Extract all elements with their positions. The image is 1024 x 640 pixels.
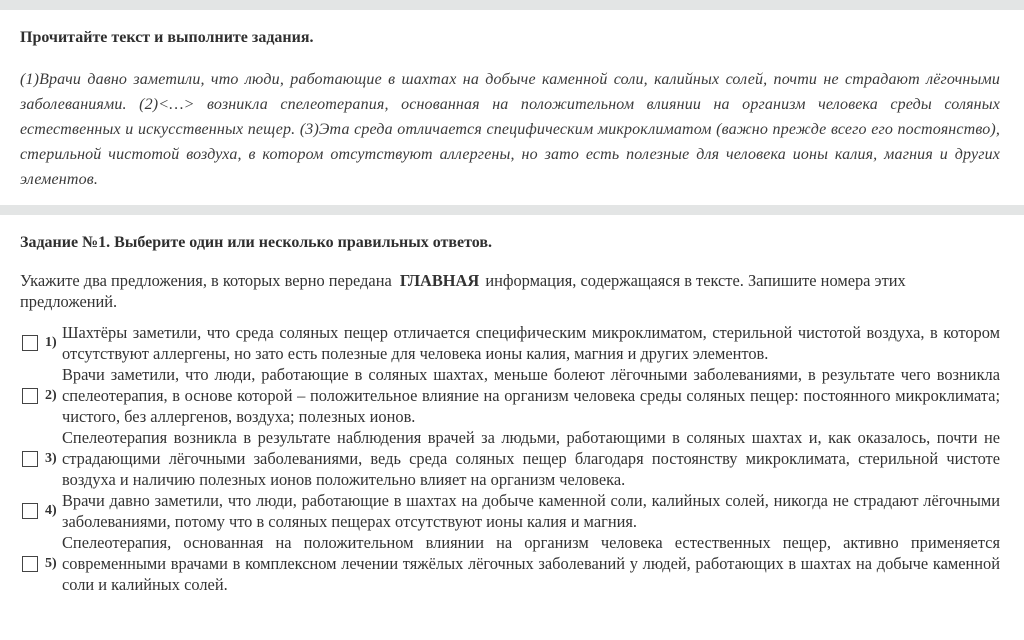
reading-section (20, 28, 1000, 192)
option-3-text: Спелеотерапия возникла в результате наблюдения врачей за людьми, работающими в соляных шахтах и, как оказалось, почти не страдающими лёгочными заболеваниями, ведь среда соляных пещер благодаря постоянству микроклимата, стерильной чистоте воздуха и наличию полезных ионов положительно влияет на организм человека. (62, 428, 1000, 489)
option-2-text: Врачи заметили, что люди, работающие в соляных шахтах, меньше болеют лёгочными заболеваниями, в результате чего возникла спелеотерапия, в основе которой – положительное влияние на организм человека среды соляных пещер: постоянного микроклимата; чистого, без аллергенов, воздуха; полезных ионов. (62, 365, 1000, 426)
option-4-number: 4) (45, 503, 57, 518)
option-5-text: Спелеотерапия, основанная на положительном влиянии на организм человека естественных пещер, активно применяется современными врачами в комплексном лечении тяжёлых лёгочных заболеваний у людей, работающих в шахтах на добыче каменной соли и калийных солей. (62, 533, 1000, 594)
answer-option-2[interactable] (20, 364, 1000, 427)
reading-heading: Прочитайте текст и выполните задания. (20, 29, 314, 46)
answer-option-3[interactable] (20, 427, 1000, 490)
task-heading: Задание №1. Выберите один или несколько правильных ответов. (20, 234, 493, 251)
section-divider-band (0, 205, 1024, 215)
answer-options (20, 322, 1000, 595)
option-4-checkbox[interactable] (22, 503, 38, 519)
answer-option-1[interactable] (20, 322, 1000, 364)
option-4-text: Врачи давно заметили, что люди, работающие в шахтах на добыче каменной соли, калийных солей, никогда не страдают лёгочными заболеваниями, потому что в соляных пещерах отсутствуют ионы калия и магния. (62, 491, 1000, 531)
option-3-checkbox[interactable] (22, 451, 38, 467)
option-3-number: 3) (45, 450, 57, 466)
top-divider-band (0, 0, 1024, 10)
option-1-checkbox[interactable] (22, 335, 38, 351)
option-2-checkbox[interactable] (22, 388, 38, 404)
answer-option-4[interactable] (20, 490, 1000, 532)
question-emphasis: ГЛАВНАЯ (399, 271, 480, 290)
option-5-checkbox[interactable] (22, 556, 38, 572)
option-2-number: 2) (45, 387, 57, 403)
question-text-before: Укажите два предложения, в которых верно передана (20, 271, 392, 290)
option-1-number: 1) (45, 335, 57, 350)
answer-option-5[interactable] (20, 532, 1000, 595)
option-5-number: 5) (45, 555, 57, 571)
task-section (20, 233, 1000, 595)
reading-passage: (1)Врачи давно заметили, что люди, работающие в шахтах на добыче каменной соли, калийных солей, почти не страдают лёгочными заболеваниями. (2)<…> возникла спелеотерапия, основанная на положительном влиянии на организм человека среды соляных естественных и искусственных пещер. (3)Эта среда отличается специфическим микроклиматом (важно прежде всего его постоянство), стерильной чистотой воздуха, в котором отсутствуют аллергены, но зато есть полезные для человека ионы калия, магния и других элементов. (20, 71, 1000, 188)
task-question (20, 270, 1000, 312)
question-text-after: информация, содержащаяся в тексте. Запишите номера этих предложений. (20, 271, 906, 311)
option-1-text: Шахтёры заметили, что среда соляных пещер отличается специфическим микроклиматом, стерильной чистотой воздуха, в котором отсутствуют аллергены, но зато есть полезные для человека ионы калия, магния и других элементов. (62, 323, 1000, 363)
